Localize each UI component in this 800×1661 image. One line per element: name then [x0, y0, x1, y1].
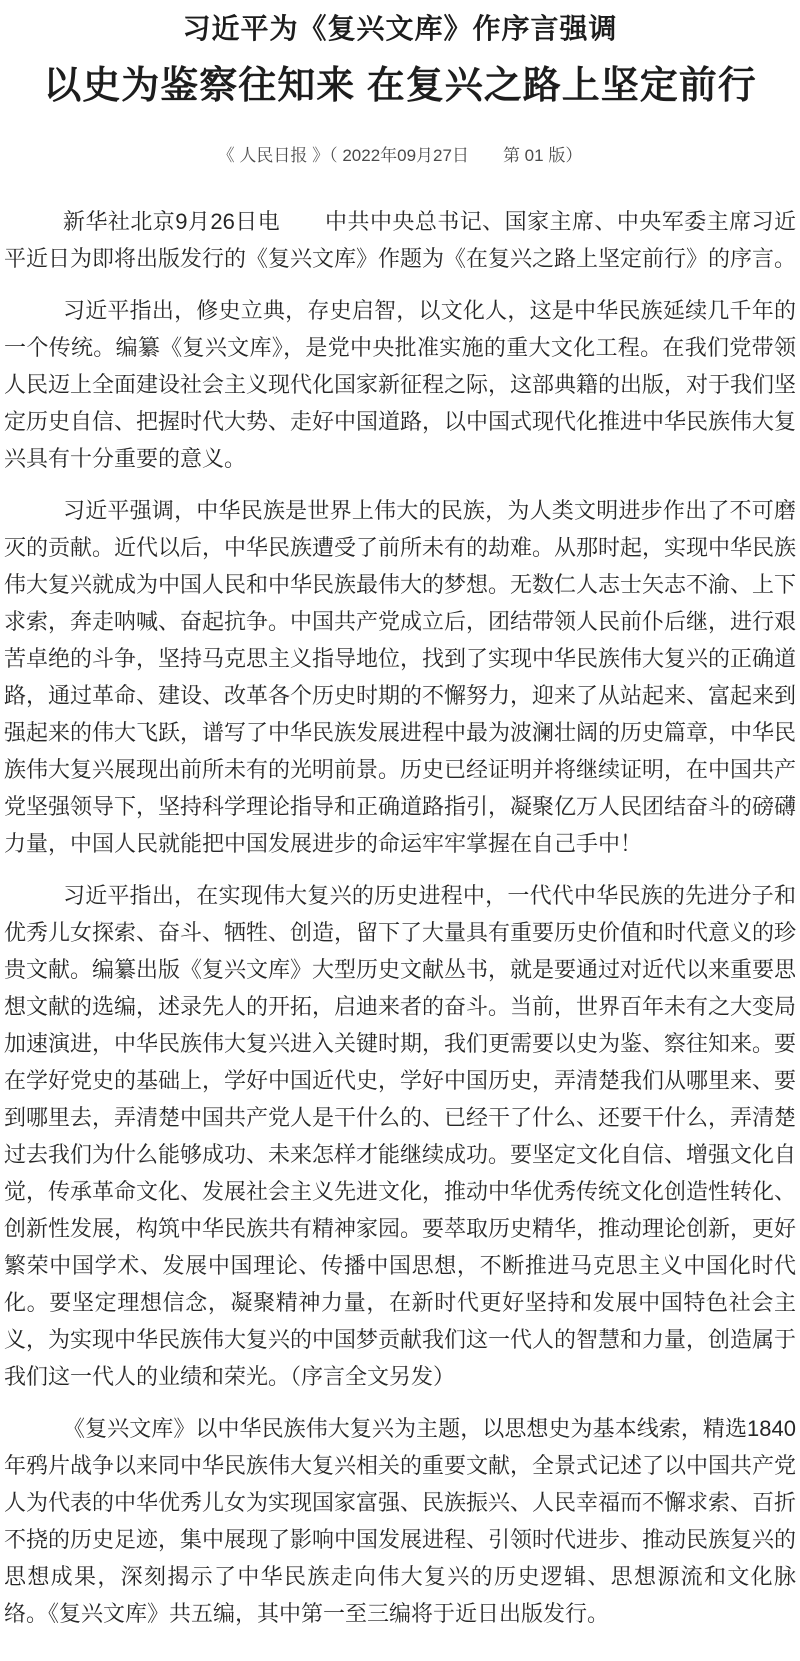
article-paragraph: 习近平指出，修史立典，存史启智，以文化人，这是中华民族延续几千年的一个传统。编纂《复兴文库》，是党中央批准实施的重大文化工程。在我们党带领人民迈上全面建设社会主义现代化国家新征程之际，这部典籍的出版，对于我们坚定历史自信、把握时代大势、走好中国道路，以中国式现代化推进中华民族伟大复兴具有十分重要的意义。 [4, 298, 797, 472]
article-header [0, 12, 800, 167]
article-paragraph: 新华社北京9月26日电 中共中央总书记、国家主席、中央军委主席习近平近日为即将出版发行的《复兴文库》作题为《在复兴之路上坚定前行》的序言。 [4, 209, 797, 272]
source-publication-line: 《 人民日报 》（ 2022年09月27日 第 01 版） [217, 146, 583, 166]
article-paragraph: 习近平指出，在实现伟大复兴的历史进程中，一代代中华民族的先进分子和优秀儿女探索、奋斗、牺牲、创造，留下了大量具有重要历史价值和时代意义的珍贵文献。编纂出版《复兴文库》大型历史文献丛书，就是要通过对近代以来重要思想文献的选编，述录先人的开拓，启迪来者的奋斗。当前，世界百年未有之大变局加速演进，中华民族伟大复兴进入关键时期，我们更需要以史为鉴、察往知来。要在学好党史的基础上，学好中国近代史，学好中国历史，弄清楚我们从哪里来、要到哪里去，弄清楚中国共产党人是干什么的、已经干了什么、还要干什么，弄清楚过去我们为什么能够成功、未来怎样才能继续成功。要坚定文化自信、增强文化自觉，传承革命文化、发展社会主义先进文化，推动中华优秀传统文化创造性转化、创新性发展，构筑中华民族共有精神家园。要萃取历史精华，推动理论创新，更好繁荣中国学术、发展中国理论、传播中国思想，不断推进马克思主义中国化时代化。要坚定理想信念，凝聚精神力量，在新时代更好坚持和发展中国特色社会主义，为实现中华民族伟大复兴的中国梦贡献我们这一代人的智慧和力量，创造属于我们这一代人的业绩和荣光。（序言全文另发） [4, 883, 797, 1390]
article-body [0, 203, 800, 1632]
article-title: 以史为鉴察往知来 在复兴之路上坚定前行 [43, 64, 757, 107]
article-paragraph: 《复兴文库》以中华民族伟大复兴为主题，以思想史为基本线索，精选1840年鸦片战争以来同中华民族伟大复兴相关的重要文献，全景式记述了以中国共产党人为代表的中华优秀儿女为实现国家富强、民族振兴、人民幸福而不懈求索、百折不挠的历史足迹，集中展现了影响中国发展进程、引领时代进步、推动民族复兴的思想成果，深刻揭示了中华民族走向伟大复兴的历史逻辑、思想源流和文化脉络。《复兴文库》共五编，其中第一至三编将于近日出版发行。 [4, 1416, 797, 1627]
article-supertitle: 习近平为《复兴文库》作序言强调 [182, 13, 618, 44]
article-paragraph: 习近平强调，中华民族是世界上伟大的民族，为人类文明进步作出了不可磨灭的贡献。近代以后，中华民族遭受了前所未有的劫难。从那时起，实现中华民族伟大复兴就成为中国人民和中华民族最伟大的梦想。无数仁人志士矢志不渝、上下求索，奔走呐喊、奋起抗争。中国共产党成立后，团结带领人民前仆后继，进行艰苦卓绝的斗争，坚持马克思主义指导地位，找到了实现中华民族伟大复兴的正确道路，通过革命、建设、改革各个历史时期的不懈努力，迎来了从站起来、富起来到强起来的伟大飞跃，谱写了中华民族发展进程中最为波澜壮阔的历史篇章，中华民族伟大复兴展现出前所未有的光明前景。历史已经证明并将继续证明，在中国共产党坚强领导下，坚持科学理论指导和正确道路指引，凝聚亿万人民团结奋斗的磅礴力量，中国人民就能把中国发展进步的命运牢牢掌握在自己手中！ [4, 498, 797, 857]
